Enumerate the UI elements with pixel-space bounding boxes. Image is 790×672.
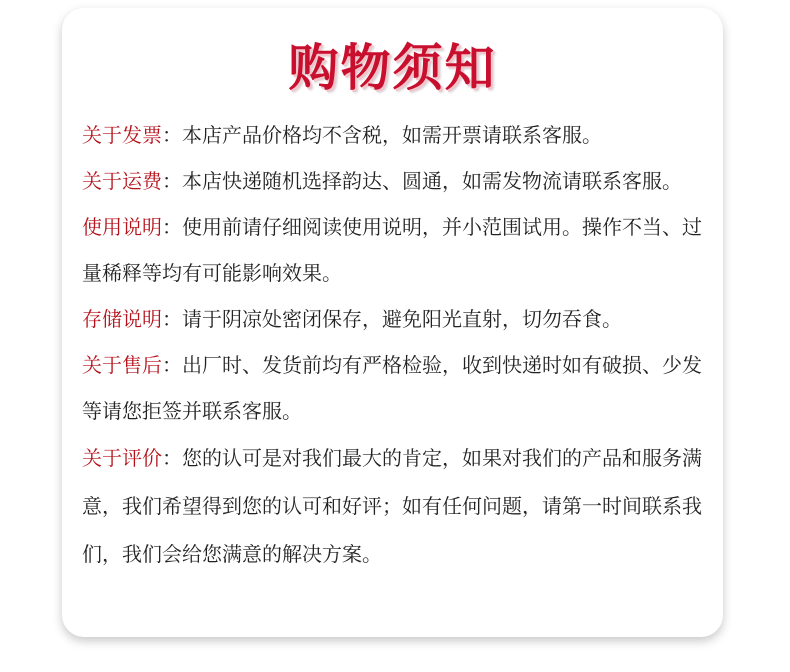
item-label: 关于运费 xyxy=(82,169,162,193)
item-label: 使用说明 xyxy=(82,215,162,239)
notice-card xyxy=(62,8,723,637)
item-label: 关于评价 xyxy=(82,446,162,470)
list-item-after-sales xyxy=(82,342,702,434)
item-text: ：本店产品价格均不含税，如需开票请联系客服。 xyxy=(162,123,602,147)
item-label: 存储说明 xyxy=(82,307,162,331)
item-text: ：请于阴凉处密闭保存，避免阳光直射，切勿吞食。 xyxy=(162,307,622,331)
list-item-review xyxy=(82,434,702,578)
item-label: 关于售后 xyxy=(82,353,162,377)
list-item-storage xyxy=(82,296,702,342)
list-item-invoice xyxy=(82,112,702,158)
list-item-usage xyxy=(82,204,702,296)
item-label: 关于发票 xyxy=(82,123,162,147)
notice-list xyxy=(82,112,702,578)
list-item-shipping xyxy=(82,158,702,204)
page-title: 购物须知 xyxy=(288,39,497,97)
item-text: ：本店快递随机选择韵达、圆通，如需发物流请联系客服。 xyxy=(162,169,682,193)
item-text: ：使用前请仔细阅读使用说明，并小范围试用。操作不当、过量稀释等均有可能影响效果。 xyxy=(82,215,702,285)
item-text: ：您的认可是对我们最大的肯定，如果对我们的产品和服务满意，我们希望得到您的认可和好评；如有任何问题，请第一时间联系我们，我们会给您满意的解决方案。 xyxy=(82,446,702,566)
item-text: ：出厂时、发货前均有严格检验，收到快递时如有破损、少发等请您拒签并联系客服。 xyxy=(82,353,702,423)
